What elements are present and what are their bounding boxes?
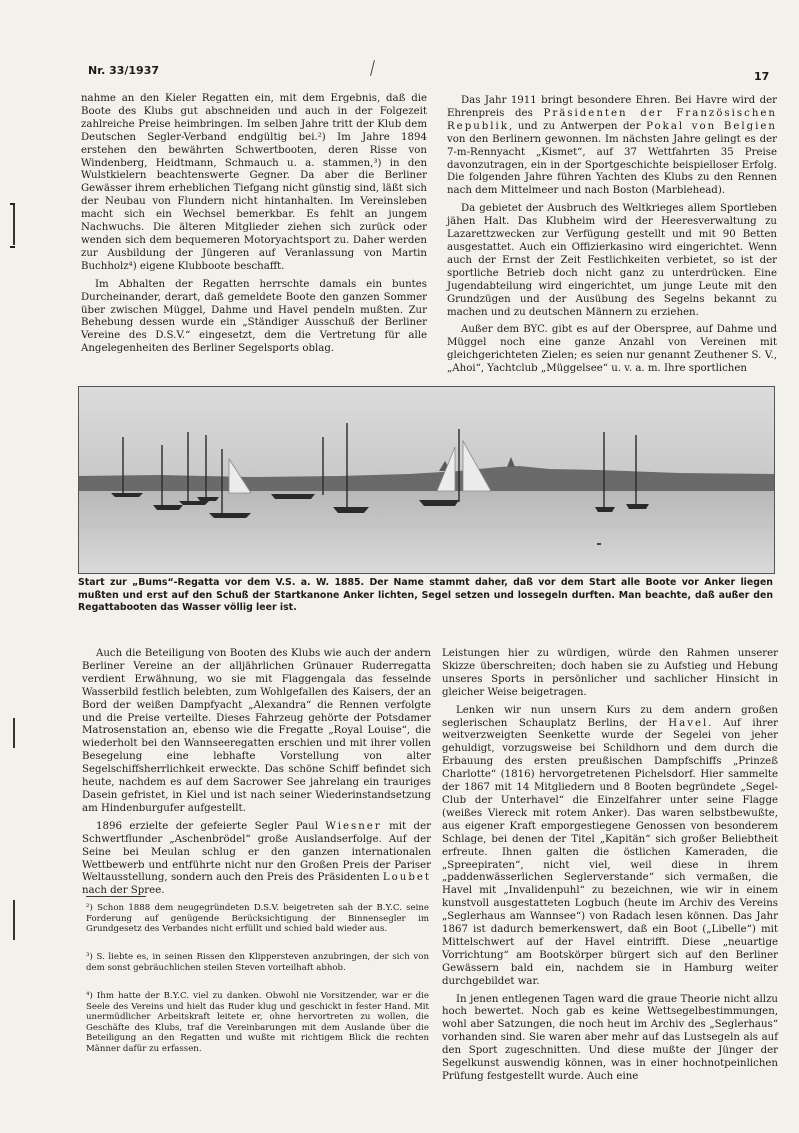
footnote-rule — [86, 896, 146, 897]
text-run: Lenken wir nun unsern Kurs zu dem andern großen seglerischen Schauplatz Berlins, der — [442, 704, 778, 729]
spaced-text: Loubet — [382, 872, 431, 884]
regatta-photo — [78, 386, 775, 574]
paragraph — [442, 705, 778, 989]
pencil-mark — [370, 60, 375, 76]
spaced-text: Wiesner — [325, 820, 382, 832]
text-run: mit der Schwertflunder „Aschenbrödel“ große Auslandserfolge. Auf der Seine bei Meulan schlug er den ganzen internationalen Wettbewerb und entführte nicht nur den Großen Preis der Pariser Weltausstellung, sondern auch den Preis des Präsidenten — [82, 820, 431, 884]
paragraph: Im Abhalten der Regatten herrschte damals ein buntes Durcheinander, derart, daß gemeldete Boote den ganzen Sommer über zwischen Müggel, Dahme und Havel pendeln mußten. Zur Behebung dessen wurde ein „Ständiger Ausschuß der Berliner Vereine des D.S.V.“ eingesetzt, dem die Vertretung für alle Angelegenheiten des Berliner Segelsports oblag. — [81, 278, 427, 355]
binder-mark — [10, 246, 15, 248]
text-run: 1896 erzielte der gefeierte Segler Paul — [96, 820, 326, 832]
paragraph — [447, 95, 777, 198]
paragraph — [82, 821, 431, 898]
text-run: , und zu Antwerpen der — [509, 120, 647, 132]
binder-line — [13, 718, 15, 748]
spaced-text: Präsidenten der Französischen Republik — [447, 107, 777, 132]
binder-line — [13, 205, 15, 245]
issue-number: Nr. 33/1937 — [88, 64, 160, 77]
column-top-right — [447, 95, 777, 377]
binder-line — [13, 900, 15, 940]
text-run: Das Jahr 1911 bringt besondere Ehren. Bei Havre wird der Ehrenpreis des — [447, 95, 777, 119]
paragraph: Auch die Beteiligung von Booten des Klubs wie auch der andern Berliner Vereine an der alljährlichen Grünauer Ruderregatta verdient Erwähnung, wo sie mit Flaggengala das fesselnde Wasserbild festlich belebten, zum Wohlgefallen des Kaisers, der an Bord der weißen Dampfyacht „Alexandra“ die Rennen verfolgte und die Preise verteilte. Dieses Fahrzeug gehörte der Potsdamer Matrosenstation an, ebenso wie die Fregatte „Royal Louise“, die wiederholt bei den Wannseeregatten erschien und mit ihrer vollen Besegelung eine lebhafte Vorstellung von alter Segelschiffsherrlichkeit erweckte. Das schöne Schiff befindet sich heute, nachdem es auf dem Sacrower See jahrelang ein trauriges Dasein gefristet, in Kiel und ist nach seiner Wiederinstandsetzung am Hindenburgufer aufgestellt. — [82, 648, 431, 814]
text-run: nach der Spree. — [82, 885, 165, 897]
photo-caption: Start zur „Bums“-Regatta vor dem V.S. a. W. 1885. Der Name stammt daher, daß vor dem Start alle Boote vor Anker liegen mußten und erst auf den Schuß der Startkanone Anker lichten, Segel setzen und lossegeln durften. Man beachte, daß außer den Regattabooten das Wasser völlig leer ist. — [78, 577, 773, 613]
footnote: ²) Schon 1888 dem neugegründeten D.S.V. beigetreten sah der B.Y.C. seine Forderung auf genügende Berücksichtigung der Binnensegler im Grundgesetz des Verbandes nicht erfüllt und schied bald wieder aus. — [86, 903, 429, 935]
spaced-text: Pokal von Belgien — [646, 120, 777, 132]
column-top-left — [81, 93, 427, 383]
spaced-text: Havel — [668, 717, 709, 729]
paragraph: nahme an den Kieler Regatten ein, mit dem Ergebnis, daß die Boote des Klubs gut abschneiden und auch in der Folgezeit zahlreiche Preise heimbringen. Im selben Jahre tritt der Klub dem Deutschen Segler-Verband endgültig bei.²) Im Jahre 1894 erstehen den bewährten Schwertbooten, deren Risse von Windenberg, Heidtmann, Schmauch u. a. stammen,³) in den Wulstkielern beachtenswerte Gegner. Da aber die Berliner Gewässer ihrem erheblichen Tiefgang nicht günstig sind, läßt sich der Neubau von Flundern nicht hintanhalten. Im Vereinsleben macht sich ein Wechsel bemerkbar. Es fehlt an jungem Nachwuchs. Die älteren Mitglieder ziehen sich zurück oder wenden sich dem bequemeren Motoryachtsport zu. Daher werden zur Ausbildung der Jüngeren auf Veranlassung von Martin Buchholz⁴) eigene Klubboote beschafft. — [81, 93, 427, 272]
column-bottom-right — [442, 648, 778, 1082]
paragraph: Da gebietet der Ausbruch des Weltkrieges allem Sportleben jähen Halt. Das Klubheim wird der Heeresverwaltung zu Lazarettzwecken zur Verfügung gestellt und mit 90 Betten ausgestattet. Auch ein Offizierkasino wird eingerichtet. Wenn auch der Ernst der Zeit Festlichkeiten verbietet, so ist der sportliche Betrieb doch nicht ganz zu unterdrücken. Eine Jugendabteilung wird eingerichtet, um junge Leute mit den Grundzügen und der Ausübung des Segelns bekannt zu machen und zu deutschen Männern zu erziehen. — [447, 203, 777, 318]
paragraph: Leistungen hier zu würdigen, würde den Rahmen unserer Skizze überschreiten; doch haben sie zu Aufstieg und Hebung unseres Sports in persönlicher und sachlicher Hinsicht in gleicher Weise beigetragen. — [442, 648, 778, 698]
footnote: ⁴) Ihm hatte der B.Y.C. viel zu danken. Obwohl nie Vorsitzender, war er die Seele des Vereins und hielt das Ruder klug und geschickt in fester Hand. Mit unermüdlicher Arbeitskraft leitete er, ohne hervortreten zu wollen, die Geschäfte des Klubs, traf die Vereinbarungen mit dem Auslande über die Beteiligung an den Regatten und wußte mit richtigem Blick die rechten Männer dafür zu erfassen. — [86, 991, 429, 1054]
footnote: ³) S. liebte es, in seinen Rissen den Klippersteven anzubringen, der sich von dem sonst gebräuchlichen steilen Steven vorteilhaft abhob. — [86, 952, 429, 973]
column-bottom-left — [82, 648, 431, 897]
regatta-photo-drawing — [79, 387, 774, 573]
text-run: . Auf ihrer weitverzweigten Seenkette wurde der Segelei von jeher gehuldigt, vorzugsweise bei Schildhorn und dem durch die Erbauung des ersten preußischen Dampfschiffs „Prinzeß Charlotte“ (1816) hervorgetretenen Pichelsdorf. Hier sammelte der 1867 mit 14 Mitgliedern und 8 Booten begründete „Segel-Club der Unterhavel“ die Einzelfahrer unter seine Flagge (weißes Viereck mit rotem Anker). Das waren selbstbewußte, aus eigener Kraft emporgestiegene Genossen von besonderem Schlage, bei denen der Titel „Kapitän“ sich großer Beliebtheit erfreute. Ihnen galten die östlichen Kameraden, die „Spreepiraten“, nicht viel, weil diese in ihrem „paddenwässerlichen Seglerverstande“ sich vermaßen, die Havel mit „Invalidenpuhl“ zu bezeichnen, wie wir in einem kunstvoll ausgestatteten Logbuch (heute im Archiv des Vereins „Seglerhaus am Wannsee“) von Radach lesen können. Das Jahr 1867 ist dadurch bemerkenswert, daß ein Boot („Libelle“) mit Mittelschwert auf der Havel eintrifft. Diese „neuartige Vorrichtung“ am Bootskörper bürgert sich auf den Berliner Gewässern bald ein, nachdem sie in Hamburg weiter durchgebildet war. — [442, 717, 778, 987]
paragraph: Außer dem BYC. gibt es auf der Oberspree, auf Dahme und Müggel noch eine ganze Anzahl von Vereinen mit gleichgerichteten Zielen; es seien nur genannt Zeuthener S. V., „Ahoi“, Yachtclub „Müggelsee“ u. v. a. m. Ihre sportlichen — [447, 324, 777, 375]
page-number: 17 — [754, 70, 770, 83]
text-run: von den Berlinern gewonnen. Im nächsten Jahre gelingt es der 7-m-Rennyacht „Kismet“, auf 37 Wettfahrten 35 Preise davonzutragen, ein in der Sportgeschichte beispielloser Erfolg. Die folgenden Jahre führen Yachten des Klubs zu den Rennen nach dem Mittelmeer und nach Boston (Marblehead). — [447, 133, 777, 197]
paragraph: In jenen entlegenen Tagen ward die graue Theorie nicht allzu hoch bewertet. Noch gab es keine Wettsegelbestimmungen, wohl aber Satzungen, die noch heut im Archiv des „Seglerhaus“ vorhanden sind. Sie waren aber mehr auf das Lustsegeln als auf den Sport zugeschnitten. Und diese mußte der Jünger der Segelkunst auswendig können, was in einer hochnotpeinlichen Prüfung festgestellt wurde. Auch eine — [442, 993, 778, 1082]
